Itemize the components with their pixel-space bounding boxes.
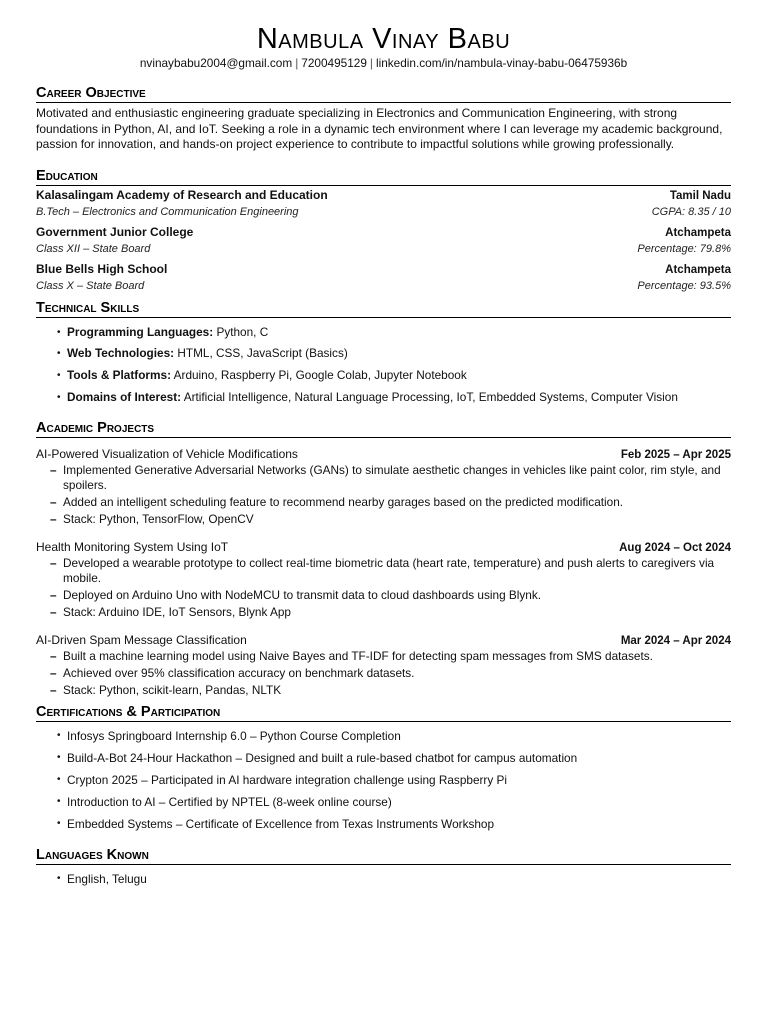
education-location: Atchampeta [665, 226, 731, 239]
skill-value: Python, C [216, 324, 269, 339]
section-title-languages: Languages Known [36, 847, 731, 865]
education-degree: B.Tech – Electronics and Communication Engineering [36, 205, 299, 218]
separator: | [369, 56, 373, 70]
objective-text: Motivated and enthusiastic engineering graduate specializing in Electronics and Communication Engineering, with strong foundations in Python, AI, and IoT. Seeking a role in a dynamic tech environment where I can leverage my academic background, passion for innovation, and hands-on project experience to contribute to impactful solutions while growing professionally. [36, 106, 723, 152]
list-item: • Embedded Systems – Certificate of Excellence from Texas Instruments Workshop [58, 813, 731, 835]
list-item: – Deployed on Arduino Uno with NodeMCU to transmit data to cloud dashboards using Blynk. [50, 588, 731, 603]
education-degree: Class X – State Board [36, 279, 145, 292]
separator: | [295, 56, 299, 70]
skill-label: Web Technologies: [67, 346, 175, 361]
resume-page [36, 22, 731, 890]
candidate-name: Nambula Vinay Babu [256, 23, 511, 55]
list-item: – Added an intelligent scheduling feature to recommend nearby garages based on the predicted modification. [50, 495, 731, 510]
education-section [36, 168, 731, 294]
education-entry [36, 187, 731, 220]
contact-line [36, 56, 731, 70]
skill-value: Artificial Intelligence, Natural Language Processing, IoT, Embedded Systems, Computer Vision [183, 389, 678, 404]
section-title-projects: Academic Projects [36, 420, 731, 438]
skill-label: Domains of Interest: [67, 389, 182, 404]
languages-list [58, 868, 731, 890]
project-entry [36, 539, 731, 619]
project-date: Mar 2024 – Apr 2024 [620, 635, 731, 648]
skill-label: Programming Languages: [67, 324, 214, 339]
certifications-section [36, 704, 731, 835]
project-title: AI-Powered Visualization of Vehicle Modifications [36, 447, 298, 462]
list-item: – Stack: Python, TensorFlow, OpenCV [50, 512, 731, 527]
list-item [58, 365, 731, 387]
education-institution: Kalasalingam Academy of Research and Education [36, 187, 328, 202]
project-points [50, 556, 731, 619]
education-location: Tamil Nadu [669, 189, 731, 202]
list-item: – Built a machine learning model using Naive Bayes and TF-IDF for detecting spam messages from SMS datasets. [50, 649, 731, 664]
education-location: Atchampeta [665, 263, 731, 276]
project-points [50, 463, 731, 526]
certifications-list [58, 725, 731, 835]
languages-section [36, 847, 731, 890]
section-title-certifications: Certifications & Participation [36, 704, 731, 722]
email-link[interactable]: nvinaybabu2004@gmail.com [139, 56, 293, 70]
list-item [58, 343, 731, 365]
list-item: – Stack: Python, scikit-learn, Pandas, NLTK [50, 683, 731, 698]
education-entry [36, 261, 731, 294]
section-title-skills: Technical Skills [36, 300, 731, 318]
skill-value: HTML, CSS, JavaScript (Basics) [177, 346, 348, 361]
skill-value: Arduino, Raspberry Pi, Google Colab, Jupyter Notebook [173, 367, 467, 382]
projects-section [36, 420, 731, 698]
skills-list [58, 322, 731, 408]
list-item [58, 322, 731, 344]
project-title: Health Monitoring System Using IoT [36, 540, 229, 555]
phone-number: 7200495129 [301, 56, 367, 70]
section-title-objective: Career Objective [36, 85, 731, 103]
list-item: – Stack: Arduino IDE, IoT Sensors, Blynk App [50, 605, 731, 620]
skill-label: Tools & Platforms: [67, 367, 171, 382]
project-date: Aug 2024 – Oct 2024 [619, 542, 731, 555]
list-item: • English, Telugu [58, 868, 731, 890]
list-item: • Build-A-Bot 24-Hour Hackathon – Designed and built a rule-based chatbot for campus automation [58, 747, 731, 769]
list-item [58, 387, 731, 409]
education-institution: Blue Bells High School [36, 261, 168, 276]
skills-section [36, 300, 731, 408]
section-title-education: Education [36, 168, 731, 186]
project-entry [36, 632, 731, 698]
education-score: Percentage: 79.8% [637, 242, 731, 255]
education-score: Percentage: 93.5% [637, 279, 731, 292]
list-item: • Infosys Springboard Internship 6.0 – Python Course Completion [58, 725, 731, 747]
list-item: – Achieved over 95% classification accuracy on benchmark datasets. [50, 666, 731, 681]
education-score: CGPA: 8.35 / 10 [651, 205, 731, 218]
list-item: – Implemented Generative Adversarial Networks (GANs) to simulate aesthetic changes in vehicles like paint color, rim style, and spoilers. [50, 463, 731, 492]
objective-section [36, 85, 731, 153]
education-institution: Government Junior College [36, 224, 194, 239]
education-entry [36, 224, 731, 257]
linkedin-link[interactable]: linkedin.com/in/nambula-vinay-babu-06475936b [375, 56, 628, 70]
list-item: – Developed a wearable prototype to collect real-time biometric data (heart rate, temperature) and push alerts to caregivers via mobile. [50, 556, 731, 585]
education-degree: Class XII – State Board [36, 242, 151, 255]
list-item: • Introduction to AI – Certified by NPTEL (8-week online course) [58, 791, 731, 813]
project-title: AI-Driven Spam Message Classification [36, 633, 247, 648]
project-entry [36, 446, 731, 526]
list-item: • Crypton 2025 – Participated in AI hardware integration challenge using Raspberry Pi [58, 769, 731, 791]
project-points [50, 649, 731, 698]
project-date: Feb 2025 – Apr 2025 [620, 449, 731, 462]
